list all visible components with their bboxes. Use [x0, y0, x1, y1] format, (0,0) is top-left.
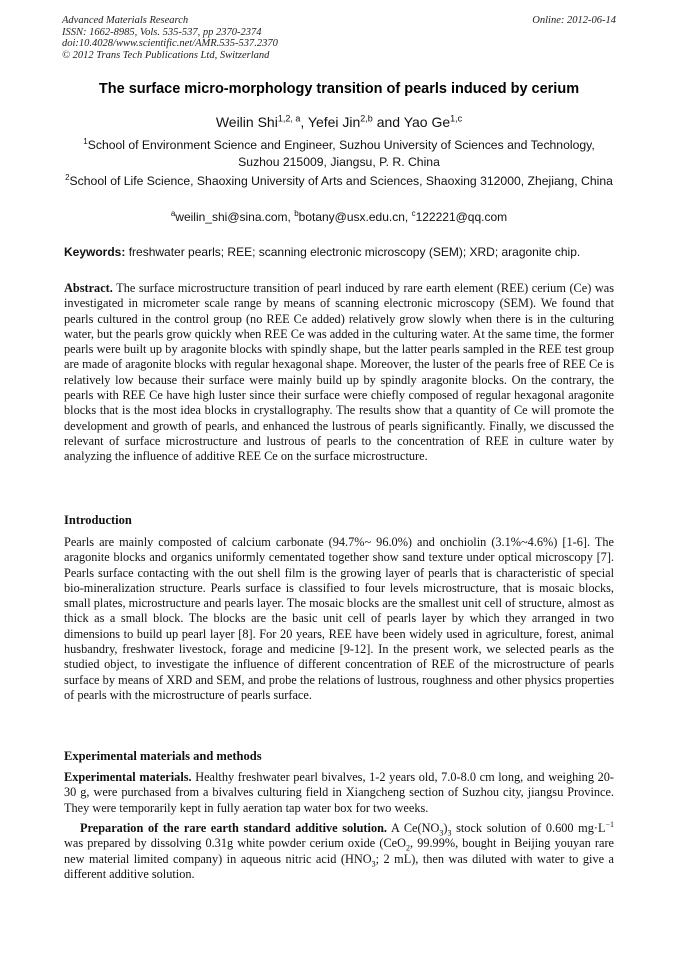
- email-link[interactable]: 122221@qq.com: [415, 210, 508, 224]
- author-emails: [64, 209, 614, 225]
- affiliation-number: 2: [65, 172, 70, 182]
- journal-issn: ISSN: 1662-8985, Vols. 535-537, pp 2370-2374: [62, 26, 262, 38]
- author-name: Weilin Shi: [215, 114, 278, 130]
- author-superscript: 2,b: [360, 113, 373, 124]
- abstract-paragraph: [64, 281, 614, 465]
- journal-name: Advanced Materials Research: [62, 15, 189, 26]
- introduction-paragraph: Pearls are mainly composted of calcium carbonate (94.7%~ 96.0%) and onchiolin (3.1%~4.6%) [1-6]. The aragonite blocks and organics uniformly cementated together show sand texture under optical microscopy [7]. Pearls surface contacting with the out shell film is the growing layer of pearls that is characteristic of special bio-mineralization structure. Pearls surface is classified to four levels microstructure, that is mosaic blocks, small plates, microstructure and pearls layer. The mosaic blocks are the smallest unit cell of structure, almost as thick as a small block. The blocks are the basic unit cell of pearls layer by which they arranged in two dimensions to build up pearl layer [8]. For 20 years, REE have been widely used in agriculture, forest, animal husbandry, freshwater livestock, forage and medicine [9-12]. In the present work, we selected pearls as the studied object, to investigate the influence of different concentration of REE of the microstructure of pearls surface by means of XRD and SEM, and probe the relations of lustrous, roughness and other physics properties of pearls with the microstructure of pearls surface.: [64, 535, 614, 702]
- methods-heading: Experimental materials and methods: [64, 749, 262, 763]
- keywords-label: Keywords:: [64, 245, 126, 259]
- email-superscript: c: [411, 209, 416, 218]
- introduction-heading: Introduction: [64, 513, 132, 527]
- affiliation-number: 1: [83, 136, 88, 146]
- journal-copyright: © 2012 Trans Tech Publications Ltd, Switzerland: [62, 49, 270, 61]
- journal-doi: doi:10.4028/www.scientific.net/AMR.535-537.2370: [62, 38, 278, 49]
- subscript: 3: [447, 828, 452, 838]
- affiliation-text: School of Life Science, Shaoxing University of Arts and Sciences, Shaoxing 312000, Zhejiang, China: [69, 174, 613, 188]
- email-superscript: b: [294, 209, 299, 218]
- preparation-text: , 99.99%, bought in Beijing youyan rare new material limited company) in aqueous nitric acid (HNO: [64, 836, 614, 866]
- author-name: and Yao Ge: [372, 114, 451, 130]
- subscript: 3: [371, 859, 376, 869]
- abstract-label: Abstract.: [64, 281, 113, 295]
- materials-text: Healthy freshwater pearl bivalves, 1-2 years old, 7.0-8.0 cm long, and weighing 20-30 g, were purchased from a bivalves culturing field in Xiangcheng section of Suzhou city, jiangsu Province. They were temporarily kept in fully aeration tap water box for two weeks.: [64, 770, 614, 815]
- subscript: 3: [439, 828, 444, 838]
- subscript: 2: [406, 843, 410, 853]
- paper-title: The surface micro-morphology transition of pearls induced by cerium: [98, 81, 580, 97]
- author-superscript: 1,c: [450, 113, 463, 124]
- keywords-line: [64, 244, 620, 260]
- author-superscript: 1,2, a: [277, 113, 301, 124]
- superscript: −1: [605, 819, 614, 829]
- online-date: Online: 2012-06-14: [532, 15, 616, 26]
- email-superscript: a: [170, 209, 176, 218]
- email-link[interactable]: weilin_shi@sina.com,: [175, 210, 295, 224]
- author-name: , Yefei Jin: [300, 114, 361, 130]
- materials-paragraph: [64, 770, 614, 816]
- keywords-text: freshwater pearls; REE; scanning electronic microscopy (SEM); XRD; aragonite chip.: [125, 245, 581, 259]
- preparation-text: stock solution of 0.600 mg·L: [451, 821, 606, 835]
- email-link[interactable]: botany@usx.edu.cn,: [298, 210, 412, 224]
- abstract-text: The surface microstructure transition of pearl induced by rare earth element (REE) cerium (Ce) was investigated in micrometer scale range by means of scanning electronic microscopy (SEM). We found that pearls cultured in the control group (no REE Ce added) relatively grow slowly when there is in the culturing water, but the pearls grow quickly when REE Ce was added in the culturing water. At the same time, the former pearls were built up by aragonite blocks with spindly shape, but the latter pearls sampled in the REE test group are made of aragonite blocks with regular hexagonal shape. Moreover, the luster of the pearls free of REE Ce is relatively low because their surface were mainly build up by spindly aragonite blocks. On the contrary, the pearls with REE Ce have high luster since their surface were chiefly composed of regular hexagonal aragonite blocks that is the most idea blocks in crystallography. The results show that a quantity of Ce will promote the development and growth of pearls, and enhanced the lustrous of pearls significantly. Finally, we discussed the relevant of surface microstructure and lustrous of pearls to the concentration of REE in culture water by analyzing the influence of additive REE Ce on the surface microstructure.: [64, 281, 614, 464]
- preparation-text: A Ce(NO: [387, 821, 440, 835]
- affiliation-2: [64, 173, 614, 190]
- preparation-text: was prepared by dissolving 0.31g white powder cerium oxide (CeO: [64, 836, 406, 851]
- affiliation-text: School of Environment Science and Engineer, Suzhou University of Sciences and Technology, Suzhou 215009, Jiangsu, P. R. China: [87, 138, 595, 169]
- preparation-text: ; 2 mL), then was diluted with water to give a different additive solution.: [64, 851, 614, 881]
- preparation-label: Preparation of the rare earth standard additive solution.: [80, 821, 388, 835]
- preparation-text: ): [443, 821, 448, 835]
- journal-header: [62, 15, 616, 61]
- preparation-paragraph: [64, 821, 614, 882]
- materials-label: Experimental materials.: [64, 770, 192, 784]
- author-list: [40, 113, 638, 131]
- affiliation-1: [64, 137, 614, 170]
